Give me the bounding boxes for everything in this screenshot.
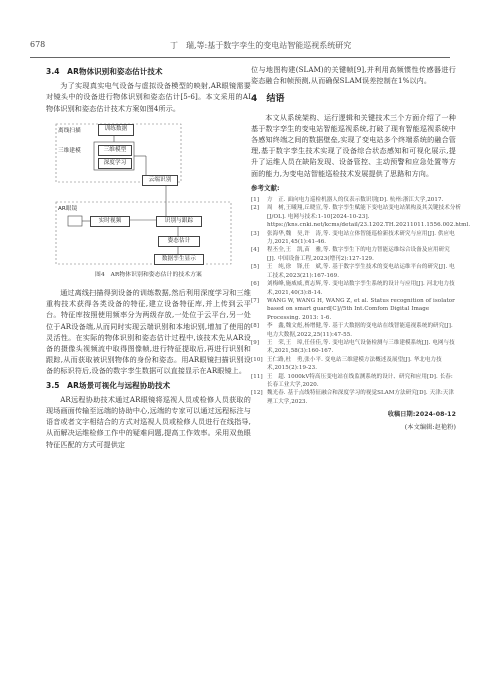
reference-item: [10] 王仁路,杜 勇,张小平. 变电站三维建模方法概述及展望[J]. 华北电力技术,2015(2):19-23. <box>251 356 442 372</box>
header-rule <box>30 57 450 58</box>
reference-item: [8] 李 鑫,魏文彪,杨增健,等. 基于大数据的变电站在线智能巡视系统的研究[J]. 电力大数据,2022,25(11):47-55. <box>251 323 453 338</box>
received-date: 收稿日期:2024-08-12 <box>387 411 456 419</box>
reference-item: [4] 程丕全,王 凯,苗 雅,等. 数字孪生下的电力智能运维综合设备及应用研究[J]. 中国设备工程,2023(增刊2):127-129. <box>251 247 450 262</box>
reference-item: [12] 魏光春. 基于点线特征融合和深度学习的视觉SLAM方法研究[D]. 天津:天津理工大学,2023. <box>251 390 454 405</box>
box-recognition-tracking: 识别与跟踪 <box>156 216 202 227</box>
left-column <box>46 64 251 450</box>
box-3d-model: 三维模型 <box>98 145 132 156</box>
figure-4-connectors <box>46 118 251 268</box>
figure-4-diagram <box>46 118 251 268</box>
references-title: 参考文献: <box>251 183 280 192</box>
conclusion-paragraph: 本文从系统架构、运行逻辑和关键技术三个方面介绍了一种基于数字孪生的变电站智能巡视系统,打破了现有智能巡视系统中各感知终端之间的数据壁垒,实现了变电站多个终端系统的融合管理,基于数字孪生技术实现了设备综合状态感知和可视化展示,提升了运维人员在缺陷发现、设备管控、主动预警和应急处置等方面的能力,为变电站智能巡检技术发展提供了思路和方向。 <box>251 112 456 178</box>
reference-item: [11] 王 超. 1000kV特高压变电站在线监测系统的设计、研究和应用[D]. 长春:长春工业大学,2020. <box>251 373 453 388</box>
page-number: 678 <box>30 40 46 49</box>
box-real-time-video: 实时视频 <box>90 216 130 227</box>
section-3-5-paragraph-1: AR远程协助技术通过AR眼镜将巡视人员或检修人员获取的现场画面传输至远端的协助中心,远端的专家可以通过远程标注与语音或者文字相结合的方式对巡视人员或检修人员进行在线指导,从而解决运维检修工作中的疑难问题,提高工作效率。采用双鱼眼特征匹配的方式可提供定 <box>46 394 251 449</box>
references-list <box>251 196 471 406</box>
reference-item: [6] 刘梅峰,施威威,贾志辉,等. 变电站数字孪生系统的设计与应用[J]. 河北电力技术,2021,40(3):8-14. <box>251 281 455 296</box>
box-deep-learning: 深度学习 <box>98 158 132 169</box>
reference-item: [7] WANG W, WANG H, WANG Z, et al. Status recognition of isolator based on smart guard[C]//5th Int.Comfom Digital Image Processing. 2013: 1-6. <box>251 297 455 321</box>
reference-item: [2] 周 树,王曦翔,丘晓宣,等. 数字孪生赋能下变电站变电站架构及其关键技术分析[J/OL]. 电网与技术:1-10[2024-10-23]. https://kns.cnki.net/kcms/detail/23.1202.TH.20211011.1556.002.html. <box>251 205 471 229</box>
box-cloud-recognition: 云端识别 <box>142 175 178 186</box>
section-4-title: 4 结语 <box>251 94 285 105</box>
box-twin-display: 数据孪生显示 <box>154 254 204 265</box>
section-3-5-title: 3.5 AR场景可视化与远程协助技术 <box>46 380 171 390</box>
section-3-4-paragraph-2: 通过离线扫描得到设备的训练数据,然后利用深度学习和三维重构技术获得各类设备的特征,建立设备特征库,并上传到云平台。特征库按照使用频率分为两级存放,一处位于云平台,另一处位于AR设备端,从而同时实现云端识别和本地识别,增加了使用的灵活性。在实际的物体识别和姿态估计过程中,该技术先从AR设备的摄像头视频流中取得图像帧,进行特征提取后,再进行识别和跟踪,从而获取被识别物体的身份和姿态。用AR眼镜扫描识别设备的标识符后,设备的数字孪生数据可以直接显示在AR眼镜上。 <box>46 288 251 376</box>
running-title: 丁 瑞,等:基于数字孪生的变电站智能巡视系统研究 <box>170 41 352 50</box>
page-header <box>30 40 450 54</box>
section-3-4-paragraph-1: 为了实现真实电气设备与虚拟设备模型的映射,AR眼镜需要对镜头中的设备进行物体识别和姿态估计[5-6]。本文采用的AI物体识别和姿态估计技术方案如图4所示。 <box>46 81 251 113</box>
label-ar-glasses: AR眼镜 <box>58 205 78 212</box>
box-training-data: 训练数据 <box>98 124 134 136</box>
section-3-4-title: 3.4 AR物体识别和姿态估计技术 <box>46 67 163 76</box>
reference-item: [9] 王 荣,王 璋,任佳佳,等. 变电站电气设备检测与三维建模系统[J]. 电网与技术,2021,58(3):160-167. <box>251 339 455 355</box>
label-offline-scan: 离线扫描 <box>58 127 81 134</box>
reference-item: [3] 张海华,魏 昊,许 涛,等. 变电站立体智能巡检新技术研究与应用[J]. 供应电力,2021,45(1):41-46. <box>251 230 455 246</box>
label-3d-modeling: 三维建模 <box>58 147 81 154</box>
right-column <box>251 64 471 434</box>
editor-note: (本文编辑:赵艳粉) <box>404 424 456 432</box>
reference-item: [1] 方 正. 面向电力巡检机器人的仪表示数识别[D]. 杭州:浙江大学,2017. <box>251 197 444 204</box>
figure-4-caption: 图4 AR物体识别和姿态估计的技术方案 <box>95 271 202 278</box>
continued-paragraph: 位与地图构建(SLAM)的关键帧[9],并利用高频惯性传感器进行姿态融合和帧预测,从而确保SLAM误差控制在1%以内。 <box>251 65 456 86</box>
reference-item: [5] 王 纯,徐 锋,任 斌,等. 基于数字孪生技术的变电站运维平台的研究[J]. 电工技术,2023(21):167-169. <box>251 264 455 279</box>
box-pose-estimation: 姿态估计 <box>158 236 200 247</box>
